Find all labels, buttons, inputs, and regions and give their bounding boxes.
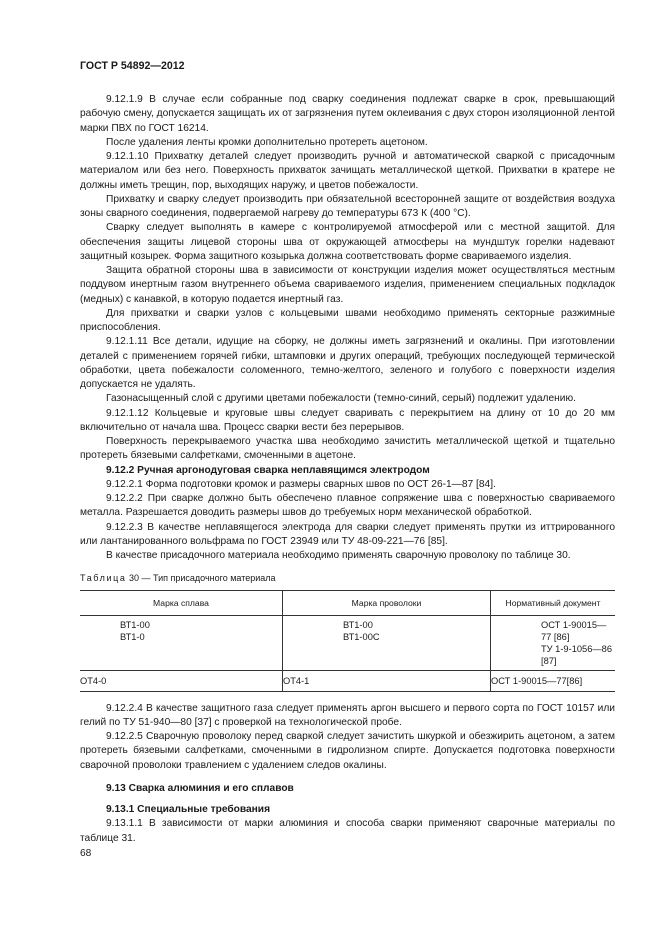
cell-wire <box>283 670 491 691</box>
paragraph-9-12-2-3: 9.12.2.3 В качестве неплавящегося электрода для сварки следует применять прутки из иттрированного или лантанированного вольфрама по ГОСТ 23949 или ТУ 48-09-221—76 [85]. <box>80 521 615 547</box>
paragraph: Защита обратной стороны шва в зависимости от конструкции изделия может осуществляться местным поддувом инертным газом внутреннего объема свариваемого изделия, применением специальных подкладок (медных) с канавкой, в которую подается инертный газ. <box>80 265 615 305</box>
cell-line: ОСТ 1-90015—77[86] <box>491 675 583 686</box>
page-body <box>80 93 615 846</box>
table-caption <box>80 571 615 585</box>
paragraph: Для прихватки и сварки узлов с кольцевыми швами необходимо применять секторные разжимные приспособления. <box>80 307 615 333</box>
paragraph: Прихватку и сварку следует производить при обязательной всесторонней защите от воздействия воздуха зоны сварного соединения, подвергаемой нагреву до температуры 673 К (400 °С). <box>80 193 615 219</box>
column-header-document: Нормативный документ <box>491 590 616 615</box>
paragraph-9-12-1-9: 9.12.1.9 В случае если собранные под сварку соединения подлежат сварке в срок, превышающий рабочую смену, допускается защищать их от загрязнения путем оклеивания с двух сторон изоляционной лентой марки ПВХ по ГОСТ 16214. <box>80 94 615 134</box>
paragraph-9-12-2-5: 9.12.2.5 Сварочную проволоку перед сваркой следует зачистить шкуркой и обезжирить ацетоном, а затем протереть бязевыми салфетками, смоченными в гидролизном спирте. Допускается подготовка поверхности сварочной проволоки травлением с удалением следов окалины. <box>80 731 615 771</box>
column-header-alloy: Марка сплава <box>80 590 283 615</box>
cell-line: ВТ1-00 <box>343 619 373 630</box>
table-caption-text: 30 — Тип присадочного материала <box>126 573 276 584</box>
cell-wire <box>283 615 491 670</box>
cell-alloy <box>80 615 283 670</box>
cell-line: ВТ1-00 <box>120 619 150 630</box>
cell-line: ОСТ 1-90015—77 [86] <box>541 619 607 642</box>
page-number: 68 <box>80 848 92 859</box>
paragraph-9-12-2-4: 9.12.2.4 В качестве защитного газа следует применять аргон высшего и первого сорта по ГОСТ 10157 или гелий по ТУ 51-940—80 [37] с проверкой на технологической пробе. <box>80 702 615 728</box>
cell-line: ТУ 1-9-1056—86 [87] <box>541 643 613 666</box>
table-30 <box>80 590 615 692</box>
paragraph: Поверхность перекрываемого участка шва необходимо зачистить металлической щеткой и тщательно протереть бязевыми салфетками, смоченными в ацетоне. <box>80 436 615 462</box>
cell-document <box>491 615 616 670</box>
table-row <box>80 670 615 691</box>
paragraph-9-12-1-12: 9.12.1.12 Кольцевые и круговые швы следует сваривать с перекрытием на длину от 10 до 20 мм включительно от начала шва. Процесс сварки вести без перерывов. <box>80 407 615 433</box>
paragraph-9-12-1-10: 9.12.1.10 Прихватку деталей следует производить ручной и автоматической сваркой с присадочным материалом или без него. Поверхность прихваток зачищать металлической щеткой. Прихватки в кратере не должны иметь трещин, пор, выходящих наружу, и цветов побежалости. <box>80 151 615 191</box>
table-caption-label: Таблица <box>80 573 127 584</box>
table-header-row <box>80 590 615 615</box>
paragraph-9-12-2-2: 9.12.2.2 При сварке должно быть обеспечено плавное сопряжение шва с поверхностью свариваемого металла. Разрешается доводить размеры швов до требуемых норм механической обработкой. <box>80 493 615 519</box>
paragraph: Газонасыщенный слой с другими цветами побежалости (темно-синий, серый) подлежит удалению. <box>106 393 576 405</box>
document-header: ГОСТ Р 54892—2012 <box>80 60 185 72</box>
cell-document <box>491 670 616 691</box>
cell-line: ВТ1-0 <box>120 631 145 642</box>
table-row <box>80 615 615 670</box>
paragraph: В качестве присадочного материала необходимо применять сварочную проволоку по таблице 30. <box>106 550 571 561</box>
column-header-wire: Марка проволоки <box>283 590 491 615</box>
paragraph-9-12-2-1: 9.12.2.1 Форма подготовки кромок и размеры сварных швов по ОСТ 26-1—87 [84]. <box>106 478 496 490</box>
paragraph-9-13-1-1: 9.13.1.1 В зависимости от марки алюминия и способа сварки применяют сварочные материалы по таблице 31. <box>80 818 615 844</box>
paragraph: После удаления ленты кромки дополнительно протереть ацетоном. <box>106 136 428 148</box>
cell-line: ОТ4-0 <box>80 675 107 686</box>
paragraph: Сварку следует выполнять в камере с контролируемой атмосферой или с местной защитой. Для обеспечения защиты лицевой стороны шва от окружающей атмосферы на мундштук горелки надевают защитный козырек. Форма защитного козырька должна соответствовать форме свариваемого изделия. <box>80 222 615 262</box>
section-heading-9-12-2: 9.12.2 Ручная аргонодуговая сварка неплавящимся электродом <box>106 464 430 476</box>
paragraph-9-12-1-11: 9.12.1.11 Все детали, идущие на сборку, не должны иметь загрязнений и окалины. При изготовлении деталей с применением горячей гибки, штамповки и других операций, требующих последующей термической обработки, цвета побежалости соломенного, темно-желтого, зеленого и голубого с поверхности изделия допускается не удалять. <box>80 336 615 390</box>
cell-line: ОТ4-1 <box>283 675 310 686</box>
cell-alloy <box>80 670 283 691</box>
cell-line: ВТ1-00С <box>343 631 380 642</box>
section-heading-9-13: 9.13 Сварка алюминия и его сплавов <box>106 782 294 794</box>
section-heading-9-13-1: 9.13.1 Специальные требования <box>106 804 271 815</box>
